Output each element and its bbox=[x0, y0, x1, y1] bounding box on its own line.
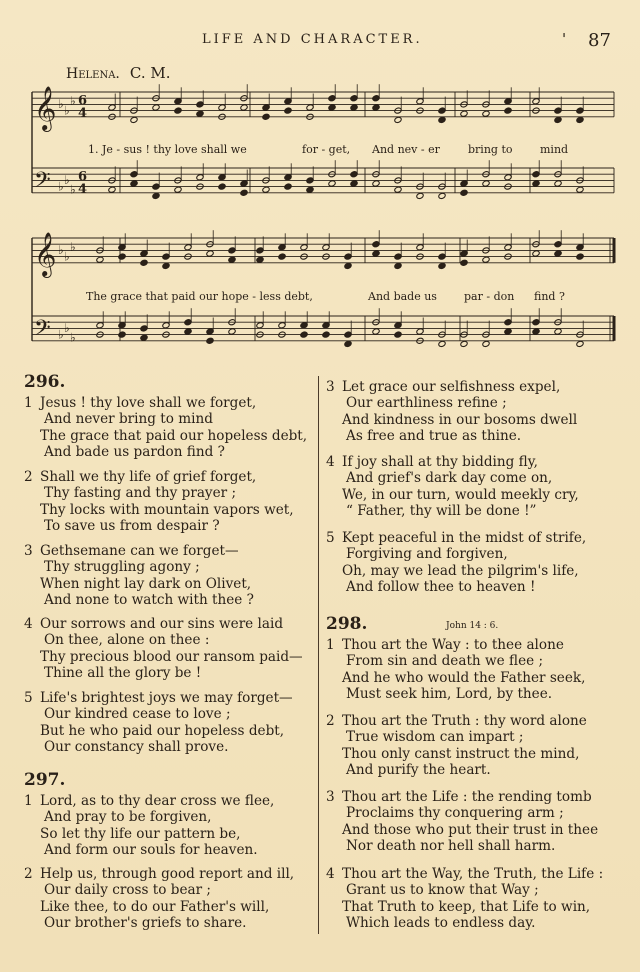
time-signature: 6 bbox=[78, 93, 88, 109]
flat-icon: ♭ bbox=[70, 240, 76, 255]
lyric-line-2b: And bade us bbox=[368, 290, 437, 303]
note-head bbox=[228, 256, 236, 263]
note-head bbox=[482, 256, 490, 263]
lyric-line-1e: mind bbox=[540, 143, 569, 156]
note-head bbox=[344, 262, 352, 269]
verse: 4 Our sorrows and our sins were laid On thee, alone on thee : Thy precious blood our ransom paid— Thine all the glory be ! bbox=[24, 616, 303, 681]
note-head bbox=[284, 183, 292, 190]
time-signature: 4 bbox=[78, 105, 88, 121]
hymn-number: 296. bbox=[24, 372, 66, 392]
lyric-line-2a: The grace that paid our hope - less debt, bbox=[86, 290, 313, 303]
lyric-line-1b: for - get, bbox=[302, 143, 351, 156]
note-head bbox=[328, 180, 336, 187]
note-head bbox=[262, 186, 270, 193]
note-head bbox=[206, 250, 214, 257]
note-head bbox=[152, 192, 160, 199]
bass-clef-icon: 𝄢 bbox=[34, 167, 51, 198]
verse: 5 Life's brightest joys we may forget— Our kindred cease to love ; But he who paid our hopeless debt, Our constancy shall prove. bbox=[24, 690, 293, 755]
note-head bbox=[140, 334, 148, 341]
flat-icon: ♭ bbox=[70, 182, 76, 197]
note-head bbox=[306, 186, 314, 193]
note-head bbox=[532, 250, 540, 257]
note-head bbox=[532, 180, 540, 187]
note-head bbox=[504, 107, 512, 114]
time-signature: 4 bbox=[78, 181, 88, 197]
flat-icon: ♭ bbox=[70, 330, 76, 345]
flat-icon: ♭ bbox=[58, 97, 64, 112]
note-head bbox=[228, 328, 236, 335]
note-head bbox=[152, 104, 160, 111]
note-head bbox=[460, 189, 468, 196]
note-head bbox=[554, 250, 562, 257]
treble-clef-icon: 𝄞 bbox=[34, 85, 57, 130]
note-head bbox=[416, 192, 424, 199]
note-head bbox=[300, 331, 308, 338]
flat-icon: ♭ bbox=[70, 94, 76, 109]
note-head bbox=[554, 180, 562, 187]
note-head bbox=[140, 259, 148, 266]
note-head bbox=[554, 116, 562, 123]
note-head bbox=[576, 186, 584, 193]
note-head bbox=[438, 340, 446, 347]
flat-icon: ♭ bbox=[64, 321, 70, 336]
note-head bbox=[504, 328, 512, 335]
note-head bbox=[372, 180, 380, 187]
note-head bbox=[174, 107, 182, 114]
note-head bbox=[350, 104, 358, 111]
note-head bbox=[256, 256, 264, 263]
note-head bbox=[130, 180, 138, 187]
note-head bbox=[532, 328, 540, 335]
verse: 1 Thou art the Way : to thee alone From sin and death we flee ; And he who would the Father seek, Must seek him, Lord, by thee. bbox=[326, 637, 586, 702]
flat-icon: ♭ bbox=[64, 249, 70, 264]
note-head bbox=[438, 192, 446, 199]
tune-name: Helena. bbox=[66, 66, 120, 82]
note-head bbox=[130, 116, 138, 123]
treble-clef-icon: 𝄞 bbox=[34, 231, 57, 276]
verse: 1 Lord, as to thy dear cross we flee, And pray to be forgiven, So let thy life our pattern be, And form our souls for heaven. bbox=[24, 793, 275, 858]
page-number: 87 bbox=[588, 30, 611, 51]
bass-clef-icon: 𝄢 bbox=[34, 315, 51, 346]
note-head bbox=[394, 331, 402, 338]
verse: 2 Help us, through good report and ill, Our daily cross to bear ; Like thee, to do our Father's will, Our brother's griefs to share. bbox=[24, 866, 295, 931]
note-head bbox=[482, 340, 490, 347]
flat-icon: ♭ bbox=[58, 243, 64, 258]
hymn-number: 297. bbox=[24, 770, 66, 790]
note-head bbox=[206, 337, 214, 344]
note-head bbox=[262, 113, 270, 120]
music-score bbox=[0, 0, 640, 370]
note-head bbox=[394, 116, 402, 123]
lyric-line-2d: find ? bbox=[534, 290, 565, 303]
note-head bbox=[438, 262, 446, 269]
note-head bbox=[350, 180, 358, 187]
note-head bbox=[394, 186, 402, 193]
note-head bbox=[174, 186, 182, 193]
verse: 3 Thou art the Life : the rending tomb Proclaims thy conquering arm ; And those who put their trust in thee Nor death nor hell shall harm. bbox=[326, 789, 599, 854]
tune-meter: C. M. bbox=[129, 64, 171, 82]
note-head bbox=[460, 259, 468, 266]
lyric-line-1c: And nev - er bbox=[372, 143, 440, 156]
header-mark: ' bbox=[562, 30, 567, 48]
note-head bbox=[108, 186, 116, 193]
flat-icon: ♭ bbox=[64, 173, 70, 188]
note-head bbox=[344, 340, 352, 347]
verse: 5 Kept peaceful in the midst of strife, Forgiving and forgiven, Oh, may we lead the pilgrim's life, And follow thee to heaven ! bbox=[326, 530, 587, 595]
note-head bbox=[240, 104, 248, 111]
note-head bbox=[278, 253, 286, 260]
note-head bbox=[196, 110, 204, 117]
running-title: LIFE AND CHARACTER. bbox=[202, 32, 423, 47]
scripture-reference: John 14 : 6. bbox=[446, 621, 499, 631]
column-divider bbox=[318, 376, 319, 934]
lyric-line-2c: par - don bbox=[464, 290, 515, 303]
note-head bbox=[372, 250, 380, 257]
verse: 3 Gethsemane can we forget— Thy struggling agony ; When night lay dark on Olivet, And none to watch with thee ? bbox=[24, 543, 254, 608]
lyric-line-1d: bring to bbox=[468, 143, 513, 156]
note-head bbox=[576, 116, 584, 123]
time-signature: 6 bbox=[78, 169, 88, 185]
note-head bbox=[372, 104, 380, 111]
note-head bbox=[438, 116, 446, 123]
note-head bbox=[394, 262, 402, 269]
note-head bbox=[460, 340, 468, 347]
verse: 4 Thou art the Way, the Truth, the Life : Grant us to know that Way ; That Truth to keep, that Life to win, Which leads to endless day. bbox=[326, 866, 604, 931]
verse: 2 Shall we thy life of grief forget, Thy fasting and thy prayer ; Thy locks with mountain vapors wet, To save us from despair ? bbox=[24, 469, 294, 534]
note-head bbox=[576, 253, 584, 260]
note-head bbox=[184, 328, 192, 335]
note-head bbox=[162, 262, 170, 269]
hymn-number: 298. bbox=[326, 614, 368, 634]
flat-icon: ♭ bbox=[64, 103, 70, 118]
verse: 1 Jesus ! thy love shall we forget, And never bring to mind The grace that paid our hopeless debt, And bade us pardon find ? bbox=[24, 395, 308, 460]
lyric-line-1a: 1. Je - sus ! thy love shall we bbox=[88, 143, 247, 156]
note-head bbox=[240, 189, 248, 196]
note-head bbox=[482, 110, 490, 117]
note-head bbox=[322, 331, 330, 338]
note-head bbox=[460, 110, 468, 117]
note-head bbox=[482, 180, 490, 187]
note-head bbox=[328, 104, 336, 111]
verse: 2 Thou art the Truth : thy word alone True wisdom can impart ; Thou only canst instruct the mind, And purify the heart. bbox=[326, 713, 587, 778]
note-head bbox=[372, 328, 380, 335]
note-head bbox=[118, 331, 126, 338]
note-head bbox=[118, 253, 126, 260]
flat-icon: ♭ bbox=[58, 179, 64, 194]
verse: 4 If joy shall at thy bidding fly, And grief's dark day come on, We, in our turn, would meekly cry, “ Father, thy will be done !” bbox=[326, 454, 579, 519]
note-head bbox=[96, 256, 104, 263]
note-head bbox=[576, 340, 584, 347]
note-head bbox=[284, 107, 292, 114]
note-head bbox=[218, 183, 226, 190]
verse: 3 Let grace our selfishness expel, Our earthliness refine ; And kindness in our bosoms dwell As free and true as thine. bbox=[326, 379, 578, 444]
note-head bbox=[554, 328, 562, 335]
flat-icon: ♭ bbox=[58, 327, 64, 342]
